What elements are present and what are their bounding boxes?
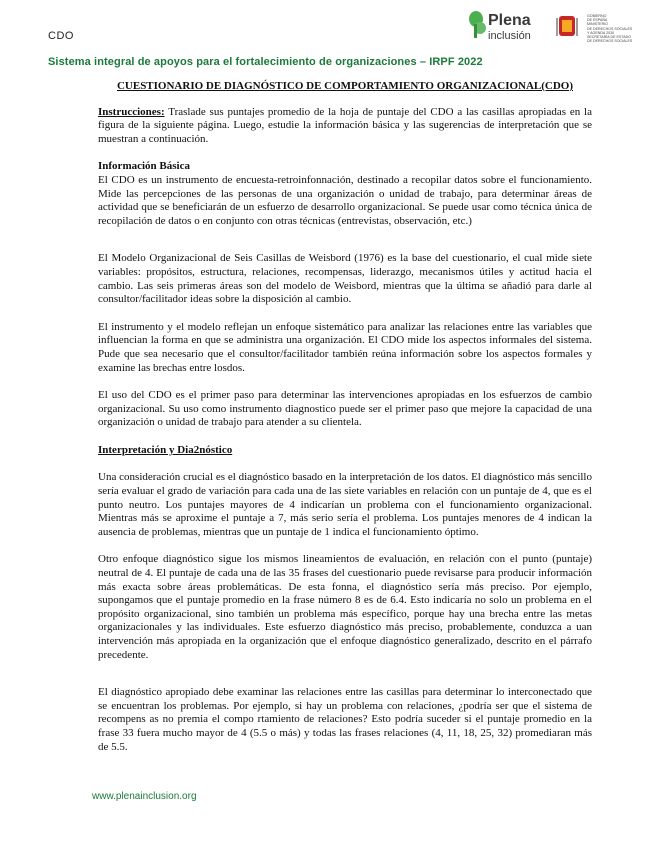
interpretation-paragraph-1: Una consideración crucial es el diagnóstico basado en la interpretación de los datos. El diagnóstico más sencillo sería evaluar el grado de variación para cada una de las siete variables en relación con un puntaje de 4, que es el punto neutro. Los puntajes mayores de 4 indicarían un problema con el funcionamiento organizacional. Mientras más se aproxime el puntaje a 7, más serio sería el problema. Los puntajes menores de 4 indican la ausencia de problemas, mientras que un puntaje de 1 indica el funcionamiento óptimo. (98, 471, 592, 538)
basic-info-paragraph-2: El Modelo Organizacional de Seis Casillas de Weisbord (1976) es la base del cuestionario, el cual mide siete variables: propósitos, estructura, relaciones, recompensas, liderazgo, mecanismos útiles y actitud hacia el cambio. Las seis primeras áreas son del modelo de Weisbord, mientras que la última se añadió para darle al consultor/facilitador ideas sobre la disposición al cambio. (98, 252, 592, 306)
document-code: CDO (48, 30, 74, 42)
instructions-paragraph (98, 106, 592, 147)
gov-line: SECRETARÍA DE ESTADO (587, 35, 631, 40)
inclusion-logo-word: inclusión (488, 30, 531, 42)
gov-line: MINISTERIO (587, 22, 608, 27)
plena-leaf-icon (466, 10, 488, 40)
interpretation-paragraph-3: El diagnóstico apropiado debe examinar las relaciones entre las casillas para determinar lo interconectado que se encuentran los problemas. Por ejemplo, si hay un problema con relaciones, ¿podría ser que el sistema de recompens as no premia el compo rtamiento de relaciones? Esto podría suceder si el puntaje promedio en la frase 33 fuera mucho mayor de 4 (5.5 o más) y todas las frases relaciones (4, 11, 18, 25, 32) promediaran más de 5.5. (98, 686, 592, 753)
basic-info-text-1: El CDO es un instrumento de encuesta-retroinfonnación, destinado a recopilar datos sobre el funcionamiento. Mide las percepciones de las personas de una organización o unidad de trabajo, para determinar áreas de actividad que se beneficiarán de un esfuerzo de desarrollo organizacional. Se puede usar como técnica única de recopilación de datos o en conjunto con otras técnicas (entrevistas, observación, etc.) (98, 173, 592, 227)
interpretation-heading: Interpretación y Dia2nóstico (98, 443, 233, 456)
basic-info-paragraph-3: El instrumento y el modelo reflejan un enfoque sistemático para analizar las relaciones entre las variables que influencian la forma en que se administra una organización. El CDO mide los aspectos informales del sistema. Pude que sea necesario que el consultor/facilitador también reúna información sobre los aspectos formales y examine las brechas entre losdos. (98, 320, 592, 374)
gov-text (587, 14, 643, 43)
instructions-text: Traslade sus puntajes promedio de la hoja de puntaje del CDO a las casillas apropiadas en la figura de la siguiente página. Luego, estudie la información básica y las sugerencias de interpretación que se muestran a continuación. (98, 105, 592, 145)
program-title: Sistema integral de apoyos para el fortalecimiento de organizaciones – IRPF 2022 (48, 56, 483, 68)
plena-logo-word: Plena (488, 12, 531, 29)
gov-line: DE DERECHOS SOCIALES (587, 26, 633, 31)
plena-inclusion-logo (466, 10, 546, 46)
instructions-label: Instrucciones: (98, 105, 165, 118)
basic-info-paragraph-4: El uso del CDO es el primer paso para determinar las intervenciones apropiadas en los esfuerzos de cambio organizacional. Su uso como instrumento diagnostico puede ser el primer paso que mejore la capacidad de una organización o unidad de trabajo para atender a su clientela. (98, 389, 592, 429)
basic-info-heading: Información Básica (98, 160, 190, 173)
gov-line: Y AGENDA 2030 (587, 30, 615, 35)
coat-of-arms-icon (553, 12, 583, 42)
document-title: CUESTIONARIO DE DIAGNÓSTICO DE COMPORTAMIENTO ORGANIZACIONAL(CDO) (116, 80, 574, 92)
footer-website-link[interactable]: www.plenainclusion.org (92, 791, 197, 802)
interpretation-paragraph-2: Otro enfoque diagnóstico sigue los mismos lineamientos de evaluación, en relación con el punto (puntaje) neutral de 4. El puntaje de cada una de las 35 frases del cuestionario puede revisarse para producir información más exacta sobre áreas problemáticas. De esta fonna, el diagnóstico sería más preciso. Por ejemplo, supongamos que el puntaje promedio en la frase número 8 es de 6.4. Esto indicaría no solo un problema en el propósito organizacional, sino también un problema más específico, porque hay una brecha entre las metas organizacionales y las individuales. Este esfuerzo diagnóstico más preciso, probablemente, conduzca a uan intervención más apropiada en la organización que el enfoque diagnóstico generalizado, descrito en el párrafo precedente. (98, 553, 592, 661)
basic-info-paragraph-1 (98, 160, 592, 228)
gobierno-espana-logo (553, 12, 643, 48)
document-body (98, 80, 592, 768)
gov-line: DE ESPAÑA (587, 18, 608, 23)
gov-line: GOBIERNO (587, 14, 607, 18)
gov-line: DE DERECHOS SOCIALES (587, 39, 633, 44)
